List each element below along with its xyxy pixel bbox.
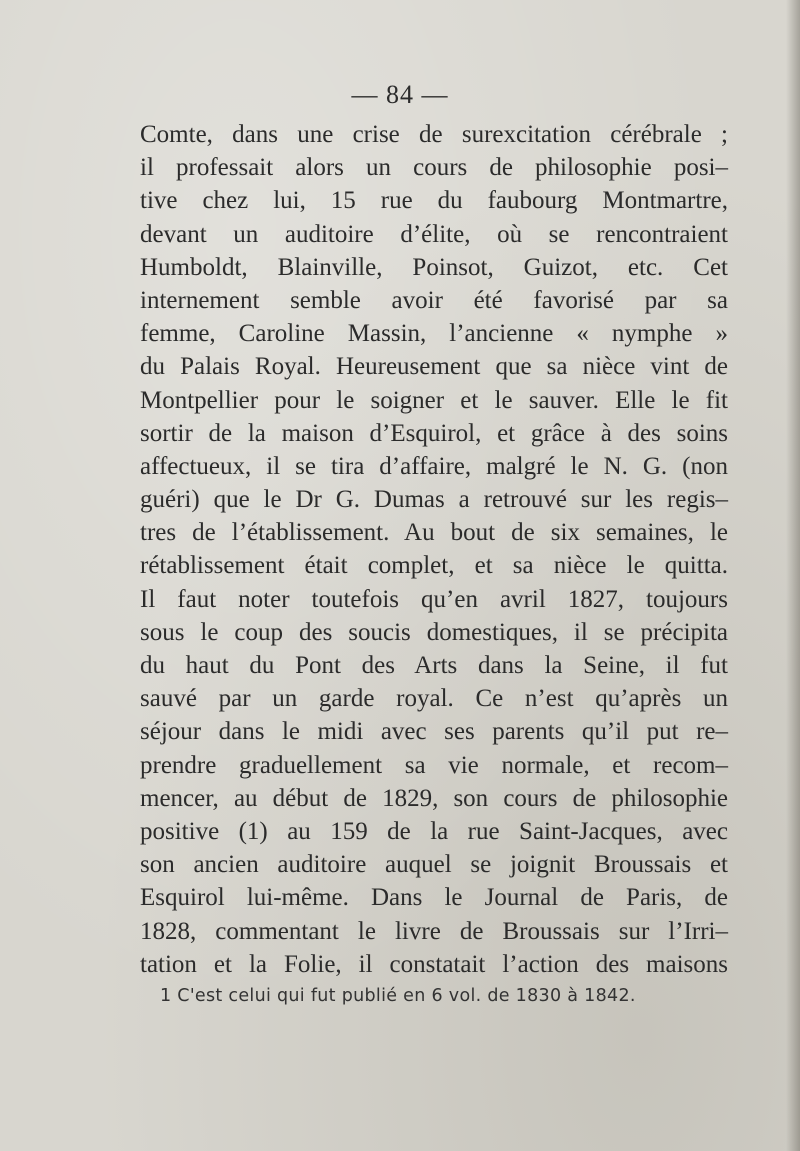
text-line: devant un auditoire d’élite, où se rencontraient bbox=[140, 220, 728, 248]
text-line: il professait alors un cours de philosophie posi– bbox=[140, 154, 728, 182]
text-line: sauvé par un garde royal. Ce n’est qu’après un bbox=[140, 685, 728, 713]
text-line: du haut du Pont des Arts dans la Seine, il fut bbox=[140, 652, 728, 679]
text-line: affectueux, il se tira d’affaire, malgré le N. G. (non bbox=[140, 452, 728, 480]
text-line: tres de l’établissement. Au bout de six semaines, le bbox=[140, 519, 728, 547]
footnote: 1 C'est celui qui fut publié en 6 vol. de 1830 à 1842. bbox=[160, 986, 636, 1006]
body-text bbox=[140, 118, 728, 981]
text-line: sortir de la maison d’Esquirol, et grâce à des soins bbox=[140, 419, 728, 447]
text-line: Humboldt, Blainville, Poinsot, Guizot, etc. Cet bbox=[140, 253, 728, 281]
text-line: Il faut noter toutefois qu’en avril 1827, toujours bbox=[140, 585, 728, 613]
text-line: sous le coup des soucis domestiques, il se précipita bbox=[140, 618, 728, 646]
text-line: mencer, au début de 1829, son cours de philosophie bbox=[140, 784, 728, 812]
text-line: séjour dans le midi avec ses parents qu’il put re– bbox=[140, 718, 728, 746]
text-line: rétablissement était complet, et sa nièce le quitta. bbox=[140, 552, 728, 580]
text-line: 1828, commentant le livre de Broussais sur l’Irri– bbox=[140, 917, 728, 945]
text-line: guéri) que le Dr G. Dumas a retrouvé sur les regis– bbox=[140, 486, 728, 514]
text-line: prendre graduellement sa vie normale, et recom– bbox=[140, 751, 728, 779]
text-line: femme, Caroline Massin, l’ancienne « nymphe » bbox=[140, 320, 728, 348]
text-line: tive chez lui, 15 rue du faubourg Montmartre, bbox=[140, 187, 728, 215]
page-number: — 84 — bbox=[351, 80, 449, 109]
text-line: Comte, dans une crise de surexcitation cérébrale ; bbox=[140, 121, 728, 148]
page-edge-shadow bbox=[786, 0, 800, 1151]
text-line: Montpellier pour le soigner et le sauver. Elle le fit bbox=[140, 386, 728, 414]
text-line: tation et la Folie, il constatait l’action des maisons bbox=[140, 950, 728, 978]
text-line: son ancien auditoire auquel se joignit Broussais et bbox=[140, 851, 728, 879]
text-line: positive (1) au 159 de la rue Saint-Jacques, avec bbox=[140, 817, 728, 845]
text-line: Esquirol lui-même. Dans le Journal de Paris, de bbox=[140, 884, 728, 912]
text-line: internement semble avoir été favorisé par sa bbox=[140, 286, 728, 314]
text-line: du Palais Royal. Heureusement que sa nièce vint de bbox=[140, 353, 728, 381]
